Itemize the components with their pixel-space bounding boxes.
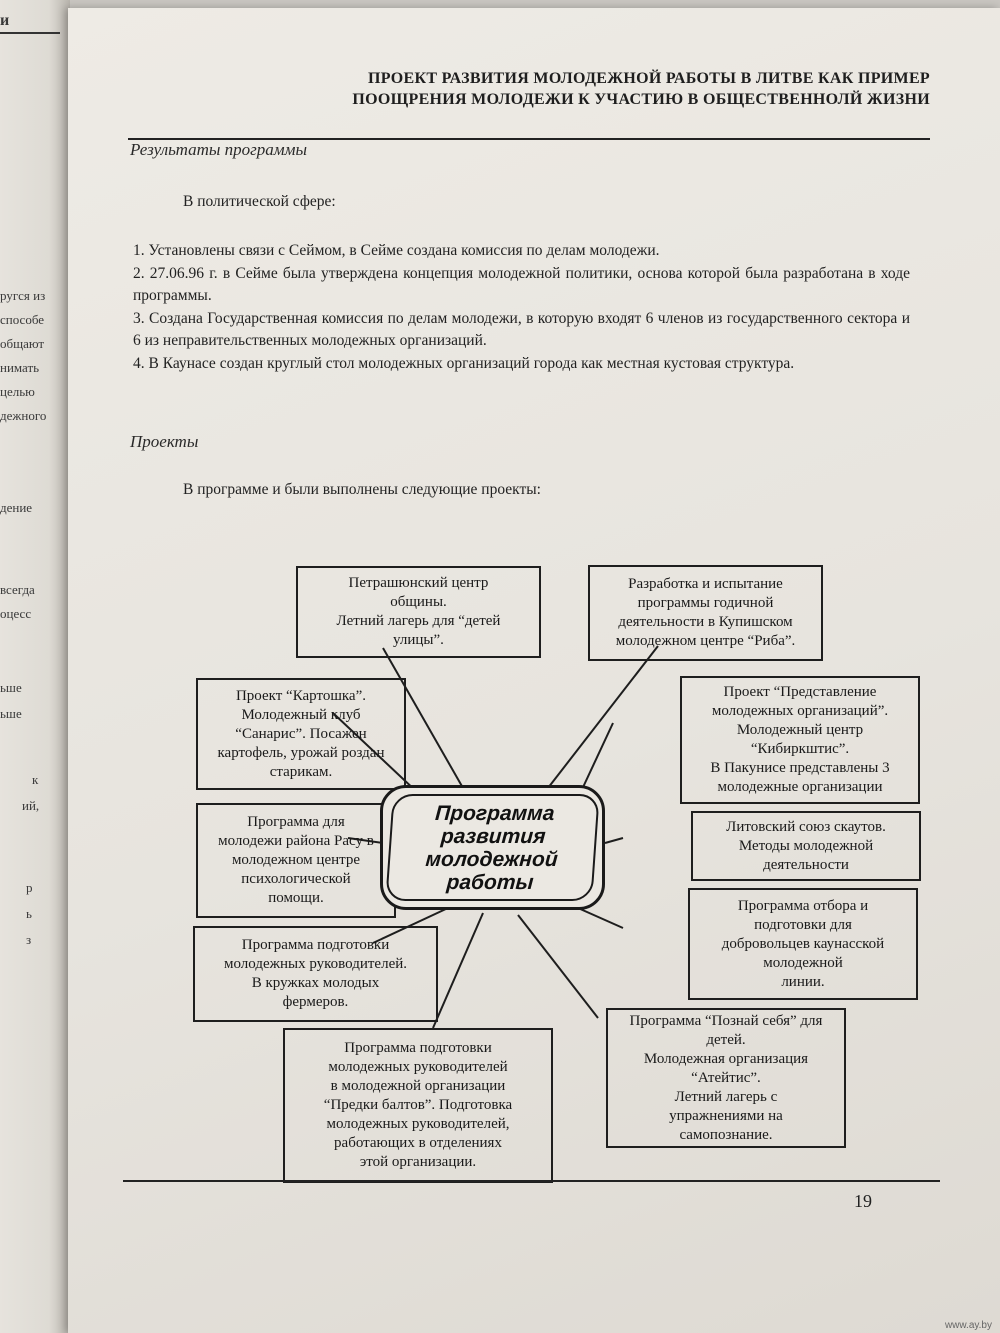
left-page-fragment: ий, xyxy=(22,798,40,813)
results-intro: В политической сфере: xyxy=(183,193,336,210)
left-page-fragment: ьше xyxy=(0,706,22,721)
central-program-title: Программа развития молодежной работы xyxy=(385,794,599,901)
project-box: Проект “Представление молодежных организаций”. Молодежный центр “Кибиркштис”. В Пакунисе представлены 3 молодежные организации xyxy=(680,676,920,804)
left-page-edge xyxy=(0,0,70,1333)
left-page-fragment: оцесс xyxy=(0,606,32,621)
left-page-fragment: з xyxy=(26,932,32,947)
project-box: Программа для молодежи района Расу в молодежном центре психологической помощи. xyxy=(196,803,396,918)
results-list xyxy=(133,240,910,375)
connector-line xyxy=(518,915,598,1018)
left-page-fragment: ругся из xyxy=(0,288,46,303)
project-box: Литовский союз скаутов. Методы молодежной деятельности xyxy=(691,811,921,881)
left-page-rule xyxy=(0,32,60,34)
left-page-fragment: р xyxy=(26,880,33,895)
central-program-box xyxy=(380,785,605,910)
page-number: 19 xyxy=(854,1191,872,1211)
left-page-fragment: к xyxy=(32,772,39,787)
left-page-fragment: нимать xyxy=(0,360,40,375)
project-box: Разработка и испытание программы годичной деятельности в Купишском молодежном центре “Риба”. xyxy=(588,565,823,661)
connector-line xyxy=(548,646,658,788)
book-page xyxy=(68,8,1000,1333)
results-section-title: Результаты программы xyxy=(130,140,307,159)
left-page-fragment: дение xyxy=(0,500,33,515)
results-item-3: 3. Создана Государственная комиссия по делам молодежи, в которую входят 6 членов из государственного сектора и 6 из неправительственных молодежных организаций. xyxy=(133,309,910,349)
left-page-fragment: ьше xyxy=(0,680,22,695)
left-page-fragment: целью xyxy=(0,384,35,399)
connector-line xyxy=(578,908,623,928)
connector-line xyxy=(605,838,623,843)
results-item-2: 2. 27.06.96 г. в Сейме была утверждена концепция молодежной политики, основа которой была разработана в ходе программы. xyxy=(133,264,910,304)
projects-intro: В программе и были выполнены следующие проекты: xyxy=(183,481,541,498)
project-box: Программа подготовки молодежных руководителей в молодежной организации “Предки балтов”. Подготовка молодежных руководителей, работающих в отделениях этой организации. xyxy=(283,1028,553,1183)
running-header xyxy=(128,68,930,110)
header-line-1: ПРОЕКТ РАЗВИТИЯ МОЛОДЕЖНОЙ РАБОТЫ В ЛИТВЕ КАК ПРИМЕР xyxy=(368,70,930,87)
results-item-1: 1. Установлены связи с Сеймом, в Сейме создана комиссия по делам молодежи. xyxy=(133,242,660,259)
left-page-fragment: общают xyxy=(0,336,45,351)
left-page-fragment: и xyxy=(0,12,10,29)
left-page-fragment: всегда xyxy=(0,582,35,597)
watermark-text: www.ay.by xyxy=(944,1320,992,1331)
footer-rule xyxy=(123,1180,940,1182)
results-item-4: 4. В Каунасе создан круглый стол молодежных организаций города как местная кустовая структура. xyxy=(133,354,795,372)
projects-diagram xyxy=(118,553,890,1183)
project-box: Программа подготовки молодежных руководителей. В кружках молодых фермеров. xyxy=(193,926,438,1022)
header-line-2: ПООЩРЕНИЯ МОЛОДЕЖИ К УЧАСТИЮ В ОБЩЕСТВЕННОЛЙ ЖИЗНИ xyxy=(352,91,930,108)
projects-section-title: Проекты xyxy=(130,432,199,451)
project-box: Проект “Картошка”. Молодежный клуб “Санарис”. Посажен картофель, урожай роздан старикам. xyxy=(196,678,406,790)
project-box: Программа отбора и подготовки для добровольцев каунасской молодежной линии. xyxy=(688,888,918,1000)
left-page-fragment: ь xyxy=(26,906,32,921)
project-box: Программа “Познай себя” для детей. Молодежная организация “Атейтис”. Летний лагерь с упражнениями на самопознание. xyxy=(606,1008,846,1148)
project-box: Петрашюнский центр общины. Летний лагерь для “детей улицы”. xyxy=(296,566,541,658)
left-page-fragment: дежного xyxy=(0,408,47,423)
left-page-fragment: способе xyxy=(0,312,45,327)
connector-line xyxy=(433,913,483,1028)
